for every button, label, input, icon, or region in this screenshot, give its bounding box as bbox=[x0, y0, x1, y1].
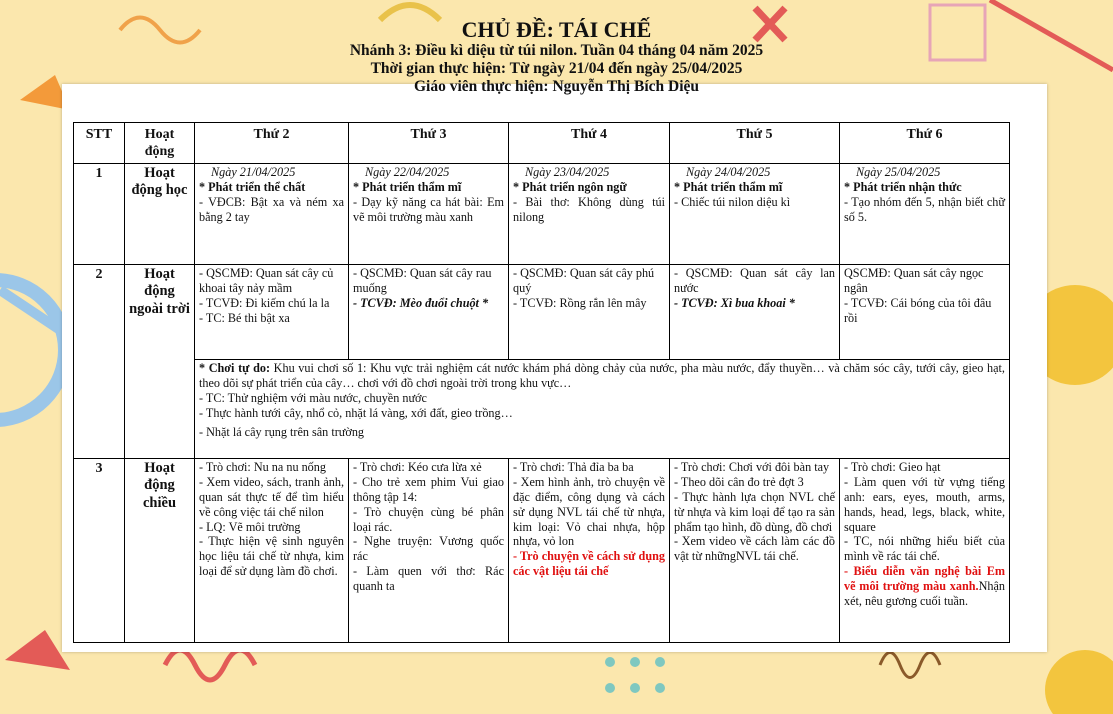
col-header-activity: Hoạt động bbox=[125, 123, 195, 164]
cell-line: - QSCMĐ: Quan sát cây rau muống bbox=[353, 266, 492, 295]
activity-name: Hoạt động ngoài trời bbox=[125, 265, 195, 459]
cell-line: - Trò chơi: Nu na nu nống bbox=[199, 460, 326, 474]
cell-fri bbox=[840, 459, 1010, 643]
cell-line: - Nghe truyện: Vương quốc rác bbox=[353, 534, 504, 564]
col-header-fri: Thứ 6 bbox=[840, 123, 1010, 164]
table-row bbox=[74, 164, 1010, 265]
cell-line: - TCVĐ: Đi kiếm chú la la bbox=[199, 295, 330, 310]
row-number: 3 bbox=[74, 459, 125, 643]
cell-line: - Làm quen với từ vựng tiếng anh: ears, eyes, mouth, arms, hands, head, legs, black, white, square bbox=[844, 474, 1005, 534]
cell-text: - Bài thơ: Không dùng túi nilong bbox=[513, 194, 665, 224]
cell-line: - TCVĐ: Rồng rắn lên mây bbox=[513, 295, 647, 310]
cell-wed bbox=[509, 265, 670, 360]
cell-line: - Nhặt lá cây rụng trên sân trường bbox=[199, 424, 365, 439]
row-number: 1 bbox=[74, 164, 125, 265]
cell-fri bbox=[840, 265, 1010, 360]
col-header-stt: STT bbox=[74, 123, 125, 164]
cell-fri bbox=[840, 164, 1010, 265]
cell-line: - LQ: Vẽ môi trường bbox=[199, 519, 301, 534]
cell-tue bbox=[349, 459, 509, 643]
cell-date: Ngày 24/04/2025 bbox=[686, 165, 771, 179]
cell-line-highlight: - Biểu diễn văn nghệ bài Em vẽ môi trường màu xanh. bbox=[844, 564, 1005, 593]
free-play-text: Khu vui chơi số 1: Khu vực trải nghiệm cát nước khám phá dòng chảy của nước, pha màu nước, đẩy thuyền… và chăm sóc cây, tưới cây, gieo hạt, theo dõi sự phát triển của cây… chơi với đồ chơi ngoài trời trong khu vực… bbox=[199, 361, 1005, 390]
cell-line: - TC: Bé thi bật xa bbox=[199, 310, 290, 325]
branch-line: Nhánh 3: Điều kì diệu từ túi nilon. Tuần 04 tháng 04 năm 2025 bbox=[349, 42, 764, 59]
free-play-paragraph bbox=[199, 361, 1005, 391]
activity-name: Hoạt động chiều bbox=[125, 459, 195, 643]
cell-line: - QSCMĐ: Quan sát cây phú quý bbox=[513, 266, 655, 295]
cell-line: - TCVĐ: Xì bua khoai * bbox=[674, 295, 795, 310]
cell-date: Ngày 25/04/2025 bbox=[856, 165, 941, 179]
free-play-cell bbox=[195, 360, 1010, 459]
cell-line: - Trò chơi: Kéo cưa lừa xẻ bbox=[353, 460, 482, 474]
teacher-line: Giáo viên thực hiện: Nguyễn Thị Bích Diệu bbox=[413, 78, 700, 95]
cell-line: - QSCMĐ: Quan sát cây củ khoai tây nảy mầm bbox=[199, 266, 334, 295]
cell-heading: * Phát triển ngôn ngữ bbox=[513, 179, 627, 194]
cell-line: - Xem video, sách, tranh ảnh, quan sát thực tế để tìm hiểu về công việc tái chế nilon bbox=[199, 474, 344, 519]
cell-heading: * Phát triển thẩm mĩ bbox=[674, 179, 783, 194]
cell-line-highlight: - Trò chuyện về cách sử dụng các vật liệu tái chế bbox=[513, 549, 665, 579]
cell-line: - Thực hiện vệ sinh nguyên học liệu tái chế từ nhựa, kim loại để sử dụng làm đồ chơi. bbox=[199, 534, 344, 579]
cell-wed bbox=[509, 459, 670, 643]
time-line: Thời gian thực hiện: Từ ngày 21/04 đến ngày 25/04/2025 bbox=[370, 60, 743, 77]
page-header bbox=[0, 18, 1113, 96]
cell-line: - Trò chơi: Gieo hạt bbox=[844, 460, 941, 474]
col-header-wed: Thứ 4 bbox=[509, 123, 670, 164]
cell-wed bbox=[509, 164, 670, 265]
cell-line: - QSCMĐ: Quan sát cây lan nước bbox=[674, 266, 835, 295]
free-play-heading: * Chơi tự do: bbox=[199, 361, 271, 375]
cell-thu bbox=[670, 459, 840, 643]
cell-date: Ngày 21/04/2025 bbox=[211, 165, 296, 179]
cell-heading: * Phát triển thể chất bbox=[199, 179, 306, 194]
cell-tue bbox=[349, 164, 509, 265]
cell-line: - Trò chuyện cùng bé phân loại rác. bbox=[353, 504, 504, 534]
cell-line: - Xem hình ảnh, trò chuyện về đặc điểm, công dụng và cách sử dụng NVL tái chế từ nhựa, kim loại: Vỏ chai nhựa, hộp nhựa, vỏ lon bbox=[513, 474, 665, 549]
table-row bbox=[74, 360, 1010, 459]
cell-text: - VĐCB: Bật xa và ném xa bằng 2 tay bbox=[199, 194, 344, 224]
cell-text: - Tạo nhóm đến 5, nhận biết chữ số 5. bbox=[844, 194, 1005, 224]
cell-heading: * Phát triển thẩm mĩ bbox=[353, 179, 462, 194]
cell-line: - Xem video về cách làm các đồ vật từ nhữngNVL tái chế. bbox=[674, 534, 835, 564]
cell-thu bbox=[670, 265, 840, 360]
cell-mon bbox=[195, 265, 349, 360]
cell-mon bbox=[195, 459, 349, 643]
cell-line: - TC: Thử nghiệm với màu nước, chuyền nước bbox=[199, 390, 427, 405]
table-row bbox=[74, 265, 1010, 360]
cell-line: - Cho trẻ xem phim Vui giao thông tập 14: bbox=[353, 474, 504, 504]
cell-date: Ngày 23/04/2025 bbox=[525, 165, 610, 179]
col-header-tue: Thứ 3 bbox=[349, 123, 509, 164]
cell-line: - TC, nói những hiểu biết của mình về rác tái chế. bbox=[844, 534, 1005, 564]
cell-line: - Trò chơi: Chơi với đôi bàn tay bbox=[674, 460, 830, 474]
page-title: CHỦ ĐỀ: TÁI CHẾ bbox=[461, 17, 652, 42]
table-row bbox=[74, 459, 1010, 643]
cell-line: - TCVĐ: Mèo đuổi chuột * bbox=[353, 295, 489, 310]
cell-line: - Làm quen với thơ: Rác quanh ta bbox=[353, 564, 504, 593]
cell-line: - Thực hành lựa chọn NVL chế từ nhựa và kim loại để tạo ra sản phẩm tạo hình, đồ dùng, đồ chơi bbox=[674, 489, 835, 534]
cell-text: - Dạy kỹ năng ca hát bài: Em vẽ môi trường màu xanh bbox=[353, 194, 504, 224]
cell-line-mixed bbox=[844, 564, 1005, 609]
cell-line: - Thực hành tưới cây, nhổ cỏ, nhặt lá vàng, xới đất, gieo trồng… bbox=[199, 405, 513, 420]
cell-line: QSCMĐ: Quan sát cây ngọc ngân bbox=[844, 266, 984, 295]
cell-line: - Theo dõi cân đo trẻ đợt 3 bbox=[674, 474, 804, 489]
cell-tue bbox=[349, 265, 509, 360]
cell-line-tail: Nhận xét, nêu gương cuối tuần. bbox=[844, 579, 1005, 608]
activity-name: Hoạt động học bbox=[125, 164, 195, 265]
cell-line: - TCVĐ: Cái bóng của tôi đâu rồi bbox=[844, 295, 992, 325]
cell-thu bbox=[670, 164, 840, 265]
cell-heading: * Phát triển nhận thức bbox=[844, 179, 962, 194]
cell-date: Ngày 22/04/2025 bbox=[365, 165, 450, 179]
table-header-row bbox=[74, 123, 1010, 164]
cell-mon bbox=[195, 164, 349, 265]
col-header-thu: Thứ 5 bbox=[670, 123, 840, 164]
col-header-mon: Thứ 2 bbox=[195, 123, 349, 164]
cell-line: - Trò chơi: Thả đỉa ba ba bbox=[513, 460, 634, 474]
row-number: 2 bbox=[74, 265, 125, 459]
weekly-plan-table bbox=[73, 122, 1010, 643]
cell-text: - Chiếc túi nilon diệu kì bbox=[674, 194, 791, 209]
